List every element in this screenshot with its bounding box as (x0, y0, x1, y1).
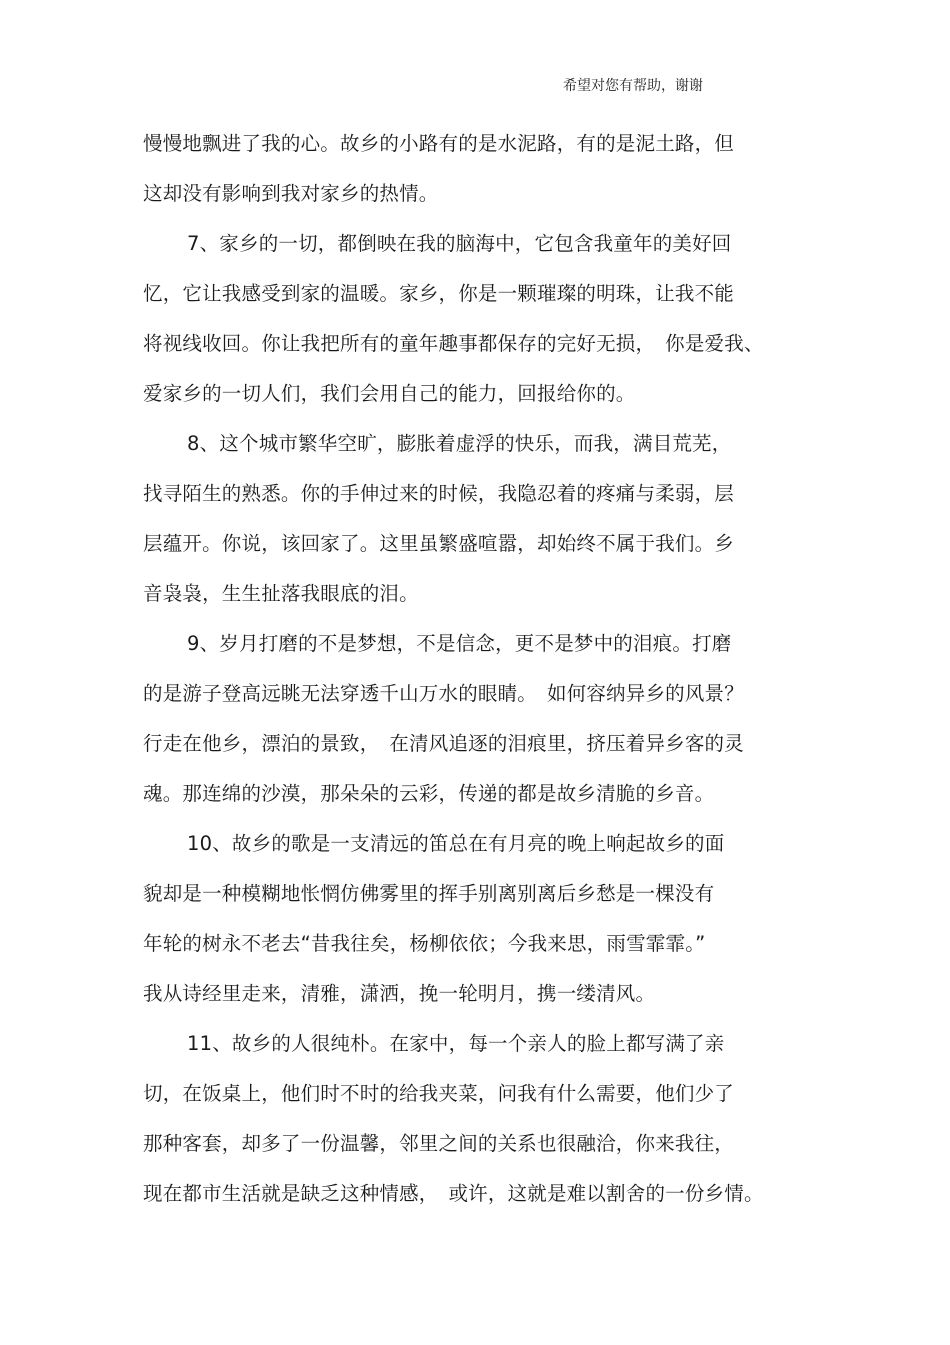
text-line: 层蕴开。你说，该回家了。这里虽繁盛喧嚣，却始终不属于我们。乡 (143, 532, 735, 555)
text-line: 7、家乡的一切，都倒映在我的脑海中，它包含我童年的美好回 (187, 232, 732, 255)
text-line: 9、岁月打磨的不是梦想，不是信念，更不是梦中的泪痕。打磨 (187, 632, 732, 655)
text-line: 那种客套，却多了一份温馨，邻里之间的关系也很融洽，你来我往， (143, 1132, 735, 1155)
text-line: 8、这个城市繁华空旷，膨胀着虚浮的快乐，而我，满目荒芜， (187, 432, 732, 455)
text-line: 我从诗经里走来，清雅，潇洒，挽一轮明月，携一缕清风。 (143, 982, 656, 1005)
text-line: 10、故乡的歌是一支清远的笛总在有月亮的晚上响起故乡的面 (187, 832, 725, 855)
text-line: 现在都市生活就是缺乏这种情感， 或许，这就是难以割舍的一份乡情。 (143, 1182, 764, 1205)
text-line: 找寻陌生的熟悉。你的手伸过来的时候，我隐忍着的疼痛与柔弱，层 (143, 482, 735, 505)
body-text (143, 128, 823, 1228)
text-line: 忆，它让我感受到家的温暖。家乡，你是一颗璀璨的明珠，让我不能 (143, 282, 735, 305)
text-line: 的是游子登高远眺无法穿透千山万水的眼睛。 如何容纳异乡的风景？ (143, 682, 744, 705)
text-line: 貌却是一种模糊地怅惘仿佛雾里的挥手别离别离后乡愁是一棵没有 (143, 882, 715, 905)
text-line: 爱家乡的一切人们，我们会用自己的能力，回报给你的。 (143, 382, 636, 405)
header-note: 希望对您有帮助，谢谢 (563, 78, 703, 94)
text-line: 切，在饭桌上，他们时不时的给我夹菜，问我有什么需要，他们少了 (143, 1082, 735, 1105)
text-line: 11、故乡的人很纯朴。在家中，每一个亲人的脸上都写满了亲 (187, 1032, 725, 1055)
text-line: 年轮的树永不老去“昔我往矣，杨柳依依；今我来思，雨雪霏霏。” (143, 932, 706, 955)
text-line: 魂。那连绵的沙漠，那朵朵的云彩，传递的都是故乡清脆的乡音。 (143, 782, 715, 805)
text-line: 音袅袅，生生扯落我眼底的泪。 (143, 582, 419, 605)
text-line: 慢慢地飘进了我的心。故乡的小路有的是水泥路，有的是泥土路，但 (143, 132, 735, 155)
text-line: 这却没有影响到我对家乡的热情。 (143, 182, 439, 205)
text-line: 行走在他乡，漂泊的景致， 在清风追逐的泪痕里，挤压着异乡客的灵 (143, 732, 744, 755)
text-line: 将视线收回。你让我把所有的童年趣事都保存的完好无损， 你是爱我、 (143, 332, 764, 355)
